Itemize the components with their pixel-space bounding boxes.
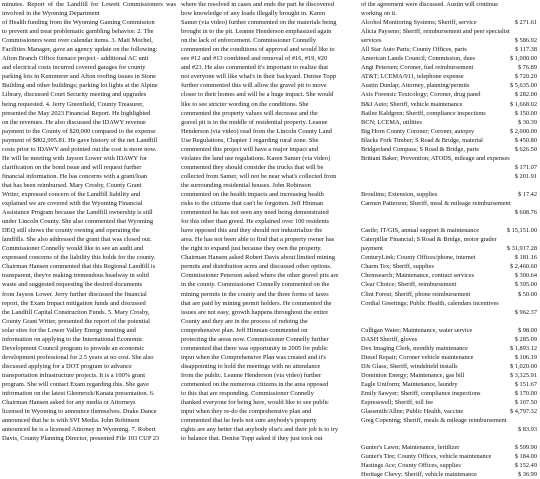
column-1-line: County Grant Writer, presented the report of the potential: [2, 317, 150, 325]
ledger-row: [361, 416, 537, 425]
column-1-line: landfills. She also addressed the grant that was closed out.: [2, 236, 152, 244]
ledger-row-description: Charm Tex; Sheriff, supplies: [361, 263, 434, 271]
column-2-line: mining permits in the county and the three forms of taxes: [181, 290, 329, 298]
ledger-intro-line: working on it.: [361, 10, 397, 18]
ledger-row: [361, 326, 537, 335]
ledger-row-amount: $ 5,635.00: [510, 82, 537, 90]
column-2-line: violates the land use regulations. Karen Samer (via video): [181, 154, 331, 162]
ledger-row-amount: $ 30.39: [517, 118, 537, 126]
ledger-row: [361, 145, 537, 154]
column-1-line: announced that he is with SVI Media. John Robinson: [2, 417, 140, 425]
column-2-line: risks to the citizens that can't be forgotten. Jeff Hinman: [181, 200, 324, 208]
ledger-row: [361, 127, 537, 136]
ledger-row-amount: $ 50.00: [517, 290, 537, 298]
column-2-line: closer to their homes and will be a huge impact. She would: [181, 91, 334, 99]
column-1-line: expressed concerns of the liability this holds for the county.: [2, 254, 156, 262]
ledger-row: [361, 407, 537, 416]
column-1-line: Davis, County Planning Director, presented File 103 CUP 23: [2, 435, 160, 443]
ledger-row-description: Caterpillar Financial; S Road & Bridge, motor grader: [361, 236, 497, 244]
ledger-row: [361, 235, 537, 244]
column-2-line: the surrounding residential houses. John Robinson: [181, 181, 311, 189]
ledger-row-description: Dominion Energy; Maintenance, gas bill: [361, 371, 465, 379]
ledger-row-description: Bailee Kaldgren; Sheriff, compliance inspections: [361, 109, 486, 117]
ledger-row-amount: $ 586.92: [514, 37, 537, 45]
column-1-line: Facilities Manager, gave an agency update on the following:: [2, 46, 158, 54]
ledger-row-description: Angi Petersen; Coroner, fuel reimbursement: [361, 64, 474, 72]
ledger-row-amount: $ 282.00: [514, 91, 537, 99]
column-2-line: not everyone will like what's in their backyard. Denise Topp: [181, 73, 337, 81]
column-2-line: commented that there was opportunity in 2005 for public: [181, 344, 328, 352]
column-2-line: permits and distribution acres and discussed other options.: [181, 263, 332, 271]
column-1-line: licensed in Wyoming to announce themselves. Drake Dance: [2, 408, 157, 416]
ledger-row-amount: $ 285.09: [514, 335, 537, 343]
column-2-line: input when they re-do the comprehensive plan and: [181, 408, 312, 416]
column-2-line: Use Regulations, Chapter 1 regarding rural zone. She: [181, 136, 319, 144]
column-2-line: Chairman Hansen asked Robert Davis about limited mining: [181, 254, 335, 262]
ledger-row-description: AT&T; LCEMA/911, telephone expense: [361, 73, 464, 81]
meeting-minutes-column-2: [181, 0, 356, 443]
column-1-line: from Jayson Lower. Jerry further discussed the financial: [2, 290, 147, 298]
column-2-line: on the lack of enforcement. Commissioner Connelly: [181, 37, 316, 45]
ledger-row-description: Hastings Ace; County Offices, supplies: [361, 462, 461, 470]
ledger-row: [361, 470, 537, 479]
ledger-row: [361, 81, 537, 90]
column-1-line: Writer, expressed concern of the Landfill liability and: [2, 190, 141, 198]
ledger-row-description: Chemsearch; Maintenance, contract services: [361, 272, 475, 280]
column-1-line: Chairman Hansen commented that this Regional Landfill is: [2, 263, 156, 271]
ledger-row-amount: $ 17.42: [517, 190, 537, 198]
column-1-line: transparent, they're making tremendous headway in solid: [2, 272, 149, 280]
ledger-row-description: American Lands Council; Commission, dues: [361, 55, 475, 63]
column-1-line: discussed applying for a DOT program to advance: [2, 362, 132, 370]
ledger-row: [361, 90, 537, 99]
column-1-line: program. She will contact Exam regarding this. She gave: [2, 380, 149, 388]
ledger-group-spacer: [361, 317, 537, 326]
ledger-row-description: Cordial Greetings; Public Health, calendars incentives: [361, 299, 499, 307]
ledger-row-description: Clear Choice; Sheriff, reimbursement: [361, 281, 457, 289]
ledger-row-amount: $ 1,893.12: [510, 344, 537, 352]
column-2-line: commented on the numerous citizens in the area opposed: [181, 380, 329, 388]
column-2-line: issues are not easy, growth happens throughout the entire: [181, 308, 329, 316]
ledger-row-amount: $ 184.00: [514, 453, 537, 461]
ledger-row: [361, 118, 537, 127]
ledger-row-description: Dex Imaging Clerk, monthly maintenance: [361, 344, 468, 352]
ledger-row-description: Eagle Uniform; Maintenance, laundry: [361, 380, 458, 388]
column-2-line: see #12 and #13 combined and removal of #16, #19, #20: [181, 55, 328, 63]
ledger-row-description: Glassmith/Allne; Public Health, vaccine: [361, 408, 464, 416]
column-1-line: solar sites for the Lower Valley Energy meeting and: [2, 326, 136, 334]
ledger-row-amount: $ 1,020.00: [510, 362, 537, 370]
column-1-line: payment of $802,995.81. He gave history of the net Landfill: [2, 136, 158, 144]
column-2-line: commented on the health impacts and increasing health: [181, 190, 324, 198]
column-1-line: presented the May 2023 Financial Report. He highlighted: [2, 109, 151, 117]
ledger-group-spacer: [361, 217, 537, 226]
column-2-line: County and they are in the process of redoing the: [181, 317, 308, 325]
ledger-row-amount: $ 151.67: [514, 380, 537, 388]
ledger-row-amount: $ 450.80: [514, 136, 537, 144]
ledger-row: [361, 45, 537, 54]
column-2-line: further commented this will allow the gravel pit to move: [181, 82, 327, 90]
ledger-row-amount: $ 98.00: [517, 326, 537, 334]
ledger-row-description: Brittani Baker; Prevention; ATODS, mileage and expenses: [361, 154, 510, 162]
column-1-line: DEQ still shows the county owning and operating the: [2, 227, 141, 235]
ledger-entries: [361, 18, 537, 479]
column-1-line: information on the latest Gleenrock/Kanata presentation. 6.: [2, 390, 155, 398]
ledger-row-description: DASH Sheriff, gloves: [361, 335, 418, 343]
column-1-line: transportation infrastructure projects. It is a 100% grant: [2, 371, 146, 379]
ledger-row-description: Castle; IT/GIS, annual support & maintenance: [361, 227, 480, 235]
ledger-row-amount: $ 15,151.00: [506, 227, 537, 235]
ledger-row: [361, 172, 537, 181]
ledger-row-amount: $ 181.16: [514, 254, 537, 262]
ledger-row-description: payment: [361, 245, 383, 253]
ledger-row: [361, 190, 537, 199]
ledger-row-amount: $ 300.64: [514, 272, 537, 280]
column-2-line: disappointing to hold the meetings with no attendance: [181, 362, 321, 370]
ledger-row: [361, 425, 537, 434]
column-1-line: announced he is a licensed Attorney in Wyoming. 7. Robert: [2, 426, 156, 434]
ledger-row: [361, 72, 537, 81]
ledger-row-description: Bridgerland Compass; S Road & Bridge, parts: [361, 145, 479, 153]
ledger-row-amount: $ 106.19: [514, 353, 537, 361]
column-2-line: the right to expand just because they own the property.: [181, 245, 322, 253]
column-1-line: to prevent and treat problematic gambling behavior. 2. The: [2, 28, 154, 36]
column-1-line: of Health funding from the Wyoming Gaming Commission: [2, 19, 155, 27]
ledger-row-description: Greg Copening; Sheriff, meals & mileage reimbursement: [361, 417, 507, 425]
ledger-row-description: Emily Sawyer; Sheriff, compliance inspections: [361, 390, 481, 398]
ledger-row: [361, 244, 537, 253]
column-2-line: protecting the areas now. Commissioner Connelly further: [181, 335, 329, 343]
ledger-row-description: Gunter's Lawn; Maintenance, fertilizer: [361, 444, 460, 452]
column-2-line: Henderson (via video) read from the Lincoln County Land: [181, 127, 332, 135]
ledger-row: [361, 109, 537, 118]
ledger-row: [361, 398, 537, 407]
ledger-row: [361, 290, 537, 299]
column-1-line: financial information. He has concerns with a grant/loan: [2, 172, 148, 180]
ledger-row-amount: $ 83.93: [517, 426, 537, 434]
ledger-row: [361, 100, 537, 109]
column-1-line: Commissioners went over calendar items. 3. Matt Mochel,: [2, 37, 153, 45]
ledger-row: [361, 18, 537, 27]
column-2-line: gravel pit is in the middle of residential property. Leanne: [181, 118, 328, 126]
ledger-row: [361, 36, 537, 45]
column-2-line: input when the Comprehensive Plan was created and it's: [181, 353, 326, 361]
column-2-line: to this that are responding. Commissioner Connelly: [181, 390, 314, 398]
column-2-line: to balance that. Denise Topp asked if they just took out: [181, 435, 323, 443]
column-2-line: and #23. He also commented it's important to realize that: [181, 64, 329, 72]
ledger-row: [361, 27, 537, 36]
column-2-line: where the resolved in cases and ends the part he discovered: [181, 1, 335, 8]
ledger-row-description: Alcohol Monitoring Systems; Sheriff, service: [361, 19, 477, 27]
ledger-row: [361, 461, 537, 470]
ledger-row-amount: $ 31,917.28: [506, 245, 537, 253]
ledger-row-amount: $ 170.00: [514, 390, 537, 398]
column-2-line: commented this project will have a major impact and: [181, 145, 318, 153]
ledger-row-description: Clint Forest; Sheriff, phone reimbursement: [361, 290, 471, 298]
ledger-row-amount: $ 1,000.00: [510, 55, 537, 63]
ledger-row: [361, 54, 537, 63]
ledger-row-amount: $ 152.49: [514, 462, 537, 470]
ledger-row-description: Diesel Repair; Coroner vehicle maintenance: [361, 353, 474, 361]
column-1-line: Chairman Hansen asked for any media or Attorneys: [2, 399, 136, 407]
column-2-line: commented that he feels not sure anybody's property: [181, 417, 317, 425]
ledger-row-amount: $ 2,000.00: [510, 127, 537, 135]
ledger-row-description: Heritage Chevy; Sheriff, vehicle maintenance: [361, 471, 477, 479]
ledger-row: [361, 226, 537, 235]
ledger-row-amount: $ 107.50: [514, 399, 537, 407]
ledger-row-amount: $ 3,325.91: [510, 371, 537, 379]
ledger-row-amount: $ 599.90: [514, 444, 537, 452]
ledger-row-description: Alicia Payseno; Sheriff, reimbursement and peer specialist: [361, 28, 510, 36]
ledger-row-description: Austin Dunlap; Attorney, planning/permits: [361, 82, 470, 90]
ledger-row: [361, 262, 537, 271]
column-2-line: area. He has not been able to find that a property owner has: [181, 236, 335, 244]
ledger-row-description: Blacks Fork Timber; S Road & Bridge, material: [361, 136, 483, 144]
ledger-row-description: B&J Auto; Sheriff, vehicle maintenance: [361, 100, 463, 108]
column-2-line: Samer (via video) further commented on the materials being: [181, 19, 337, 27]
expense-ledger-column: [361, 0, 537, 479]
column-2-line: like to see stricter wording on the conditions. She: [181, 100, 309, 108]
column-1-line: minutes. Report of the Landfill for Lowett Commissioners was involved in the Wyoming Department: [2, 1, 176, 18]
ledger-row: [361, 308, 537, 317]
column-2-line: brought in to the pit. Leanne Henderson emphasized again: [181, 28, 332, 36]
ledger-row-amount: $ 720.20: [514, 73, 537, 81]
ledger-row: [361, 154, 537, 163]
column-1-line: and electrical costs incurred covered garages for county: [2, 64, 146, 72]
ledger-row-amount: $ 36.99: [517, 471, 537, 479]
column-2-line: commented he has not seen any need being demonstrated: [181, 209, 329, 217]
ledger-row: [361, 443, 537, 452]
column-1-line: explained we are covered with the Wyoming Financial: [2, 200, 143, 208]
column-1-line: costs prior to IDAWY and pointed out the cost is more now.: [2, 145, 157, 153]
ledger-row-description: BCN; LCEMA, utilities: [361, 118, 422, 126]
column-1-line: under Lincoln County. She also commented that Wyoming: [2, 218, 154, 226]
meeting-minutes-column-1: [2, 0, 176, 443]
column-2-line: comprehensive plan. Jeff Hinman commented on: [181, 326, 308, 334]
column-1-line: Development Council program to provide an economic: [2, 344, 145, 352]
ledger-row: [361, 253, 537, 262]
ledger-row-amount: $ 201.91: [514, 172, 537, 180]
ledger-group-spacer: [361, 434, 537, 443]
column-1-line: information on applying to the International Economic: [2, 335, 143, 343]
ledger-row-amount: $ 626.50: [514, 145, 537, 153]
column-1-line: that has been reimbursed. Mary Crosby, County Grant: [2, 181, 142, 189]
ledger-row: [361, 353, 537, 362]
column-2-line: rights are any better that anybody else's and their job is to try: [181, 426, 339, 434]
ledger-row: [361, 452, 537, 461]
ledger-row-amount: $ 150.00: [514, 109, 537, 117]
column-1-line: parking lots in Kemmerer and Afton roofing issues in Stone: [2, 73, 156, 81]
column-1-line: being requested. 4. Jerry Greenfield, County Treasurer,: [2, 100, 144, 108]
column-1-line: Commissioner Connelly would like to see an audit and: [2, 245, 144, 253]
ledger-row-description: Gunter's Tire; County Offices, vehicle maintenance: [361, 453, 492, 461]
column-2-line: in the county. Commissioner Connelly commented on the: [181, 281, 330, 289]
ledger-row-amount: $ 4,797.32: [510, 408, 537, 416]
column-2-line: thanked everyone for being here, would like to see public: [181, 399, 330, 407]
ledger-row-description: Espresswell; Sheriff, toll fee: [361, 399, 434, 407]
ledger-row-description: Big Horn County Coroner; Coroner, autopsy: [361, 127, 475, 135]
column-2-line: from the public. Leanne Henderson (via video) further: [181, 371, 322, 379]
column-2-line: commented they should consider the trucks that will be: [181, 163, 324, 171]
ledger-row: [361, 335, 537, 344]
column-1-line: Library, discussed Court Security meeting and upgrades: [2, 91, 147, 99]
ledger-row-amount: $ 171.07: [514, 163, 537, 171]
ledger-row: [361, 344, 537, 353]
ledger-row: [361, 63, 537, 72]
column-2-line: have opposed this and they should not industrialize the: [181, 227, 323, 235]
ledger-row: [361, 362, 537, 371]
ledger-row-description: All Star Auto Parts; County Offices, parts: [361, 46, 467, 54]
column-1-line: payment to the County of $20,000 compared to the expense: [2, 127, 156, 135]
ledger-row-amount: $ 76.89: [517, 64, 537, 72]
ledger-group-spacer: [361, 181, 537, 190]
ledger-row-amount: $ 962.37: [514, 308, 537, 316]
column-1-line: waste and suggested requesting the desired documents: [2, 281, 143, 289]
column-2-line: for this other than greed. He explained over 100 residents: [181, 218, 330, 226]
column-2-line: commented on the conditions of approval and would like to: [181, 46, 335, 54]
ledger-row: [361, 199, 537, 208]
column-2-line: how knowledge of any loads illegally brought in. Karen: [181, 10, 325, 18]
ledger-row: [361, 389, 537, 398]
ledger-row: [361, 208, 537, 217]
ledger-row: [361, 163, 537, 172]
column-2-line: collected from Samer, will not be near what's collected from: [181, 172, 337, 180]
ledger-row-amount: $ 2,460.60: [510, 263, 537, 271]
ledger-row-amount: $ 117.38: [515, 46, 537, 54]
ledger-row-description: CenturyLink; County Offices/phone, internet: [361, 254, 476, 262]
ledger-intro-line: of the agreement were discussed. Austin will continue: [361, 1, 499, 8]
ledger-row: [361, 280, 537, 289]
column-1-line: Afton Branch Office furnace project - additional AC unit: [2, 55, 149, 63]
ledger-row: [361, 380, 537, 389]
ledger-row: [361, 136, 537, 145]
ledger-row-amount: $ 271.61: [514, 19, 537, 27]
ledger-row-amount: $ 395.00: [514, 281, 537, 289]
column-2-line: Commissioner Peterson asked where the other gravel pits are: [181, 272, 339, 280]
column-1-line: Assistance Program because the Landfill ownership is still: [2, 209, 153, 217]
ledger-row: [361, 371, 537, 380]
ledger-row-description: DJs Glass; Sheriff, windshield installs: [361, 362, 458, 370]
column-2-line: commented the property values will decrease and the: [181, 109, 318, 117]
ledger-row-amount: $ 608.76: [514, 209, 537, 217]
ledger-row: [361, 271, 537, 280]
column-1-line: report, the Exam Impact mitigation funds and discussed: [2, 299, 146, 307]
ledger-row-description: Carmen Patterson; Sheriff, meal & mileage reimbursement: [361, 200, 511, 208]
column-2-line: that are paid by mining permit holders. He commented the: [181, 299, 332, 307]
column-1-line: on the revenues. He also discussed the IDAWY revenue: [2, 118, 146, 126]
ledger-row-description: services: [361, 37, 382, 45]
ledger-row-description: Axis Forensic Toxicology; Coroner, drug panel: [361, 91, 481, 99]
column-1-line: Building and other buildings; parking lot lights at the Alpine: [2, 82, 158, 90]
column-1-line: the Landfill Capital Construction Funds. 5. Mary Crosby,: [2, 308, 150, 316]
ledger-row-description: Culligan Water; Maintenance, water service: [361, 326, 473, 334]
ledger-row-amount: $ 1,668.02: [510, 100, 537, 108]
ledger-row-description: Broulims; Extension, supplies: [361, 190, 438, 198]
column-1-line: He will be meeting with Jayson Lower with IDAWY for: [2, 154, 147, 162]
column-1-line: development professional for 2.5 years at no cost. She also: [2, 353, 154, 361]
ledger-row: [361, 299, 537, 308]
column-1-line: clarification on the bond issue and will request further: [2, 163, 142, 171]
